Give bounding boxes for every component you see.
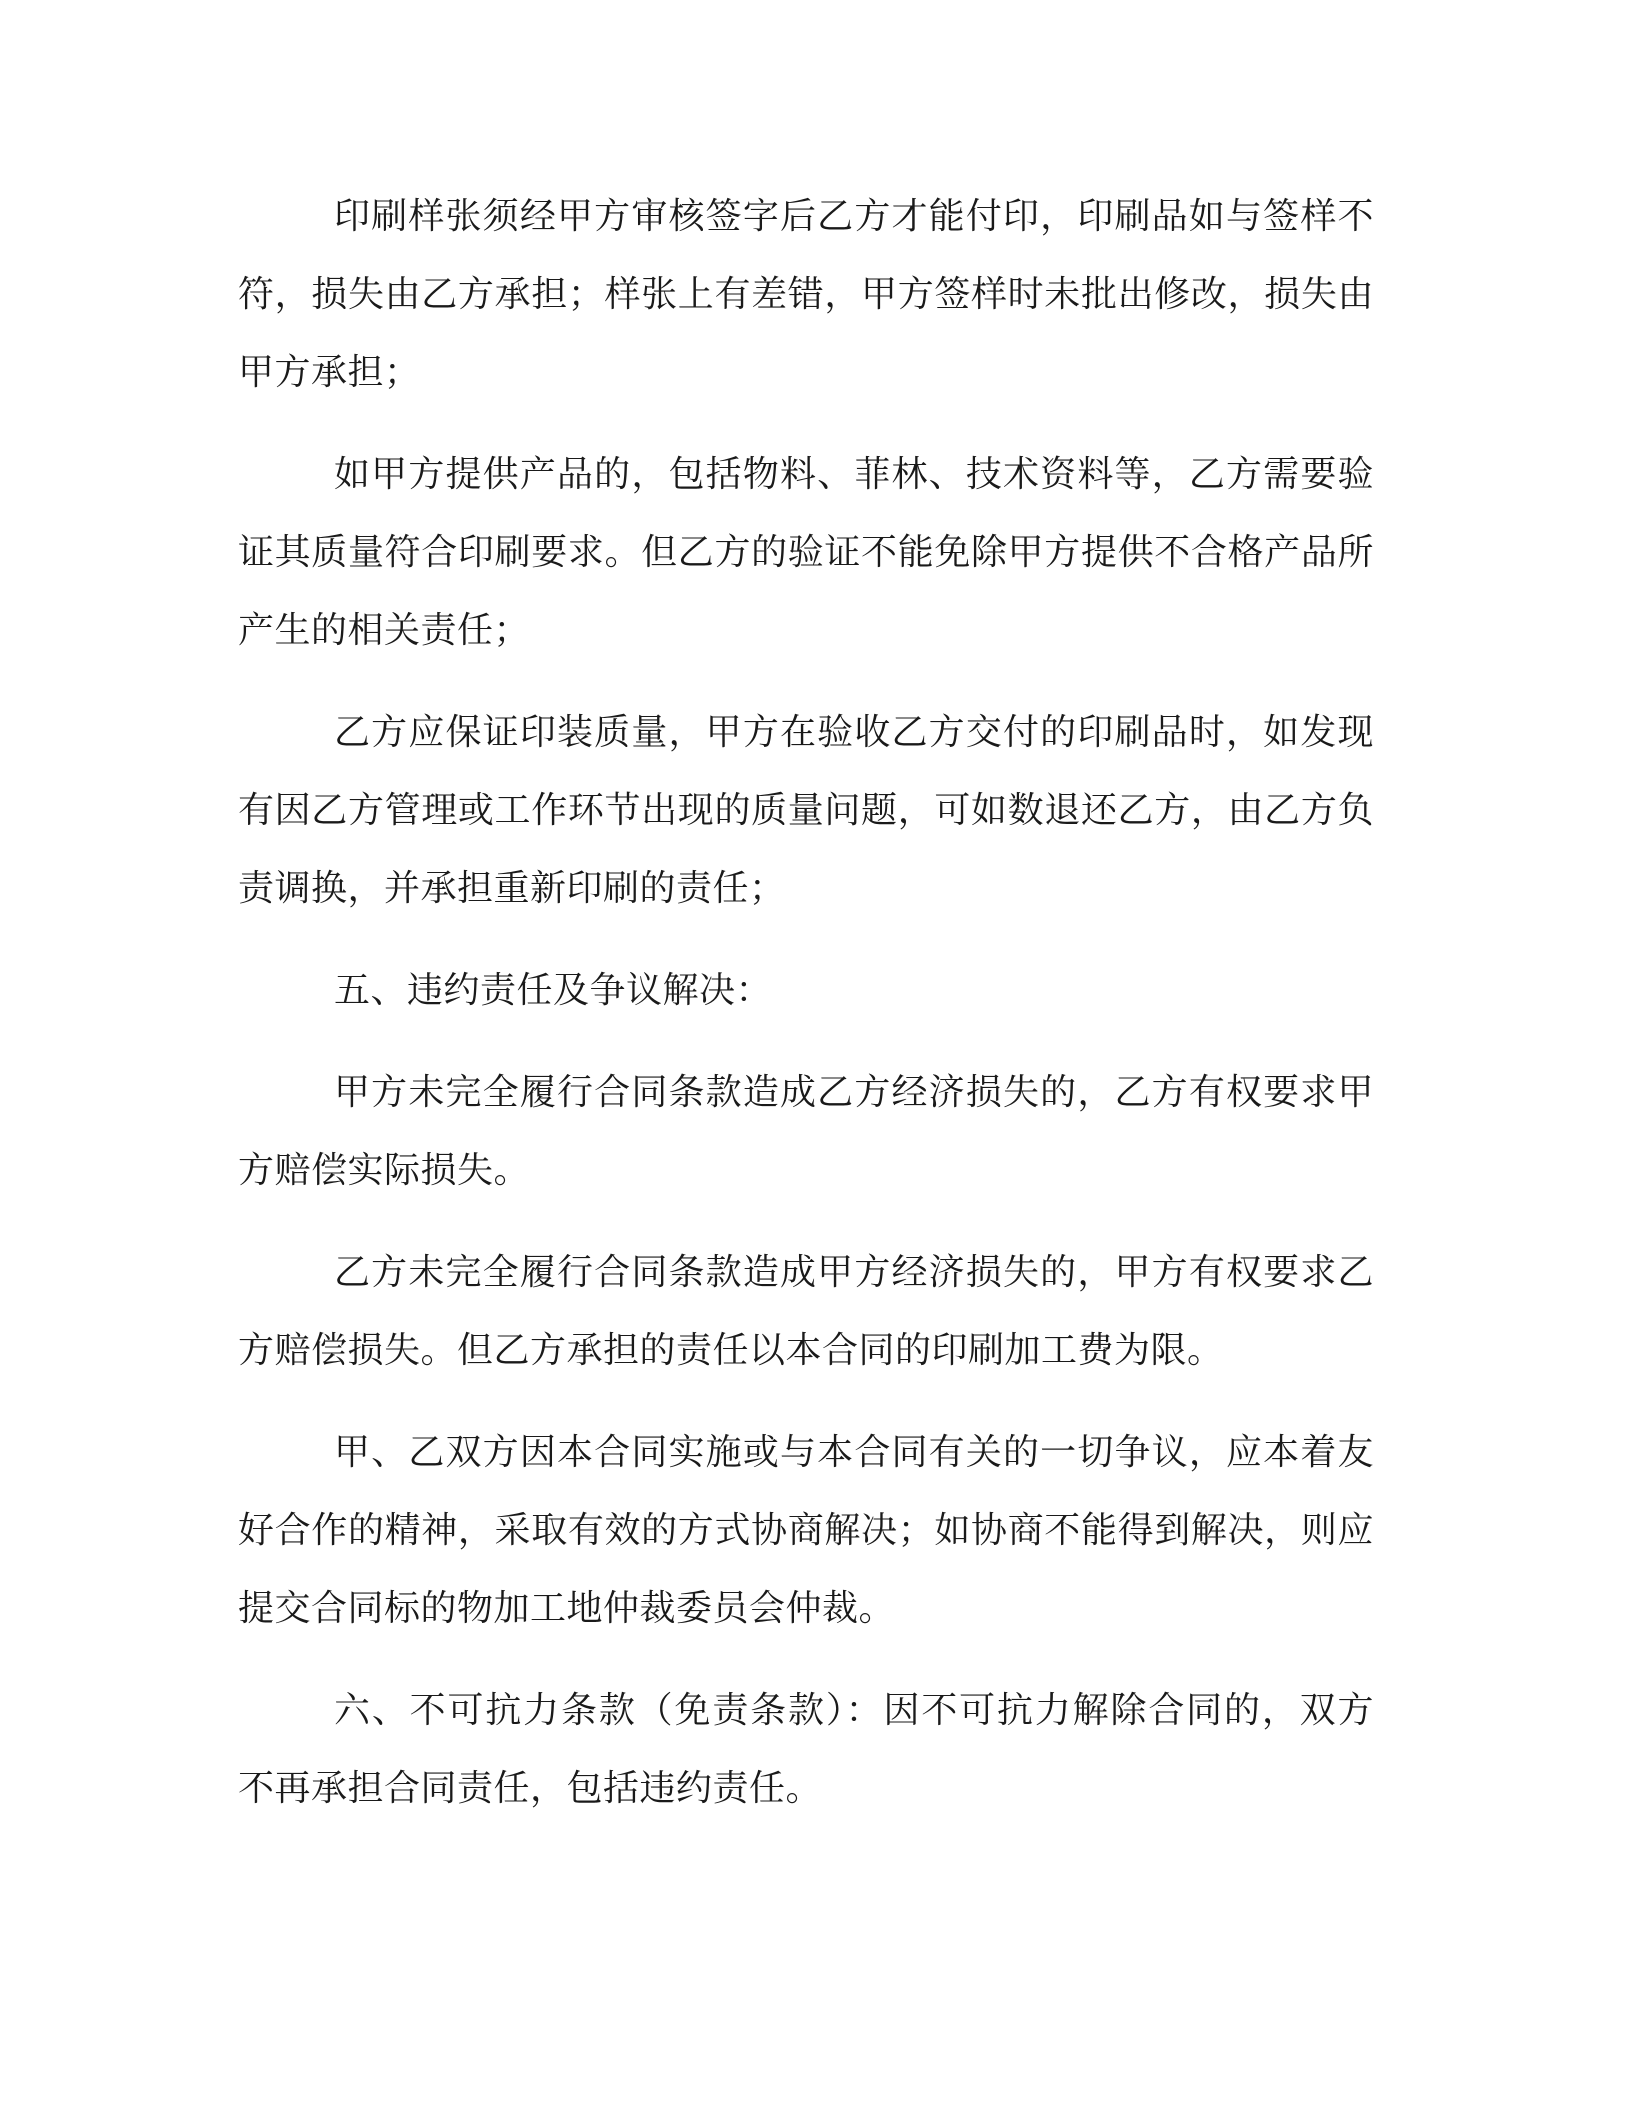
paragraph-party-a-breach: 甲方未完全履行合同条款造成乙方经济损失的，乙方有权要求甲方赔偿实际损失。 [238, 1072, 1374, 1191]
paragraph-force-majeure: 六、不可抗力条款（免责条款）：因不可抗力解除合同的，双方不再承担合同责任，包括违约责任。 [238, 1690, 1374, 1809]
paragraph-dispute-resolution: 甲、乙双方因本合同实施或与本合同有关的一切争议，应本着友好合作的精神，采取有效的方式协商解决；如协商不能得到解决，则应提交合同标的物加工地仲裁委员会仲裁。 [238, 1432, 1374, 1629]
paragraph-materials-verification: 如甲方提供产品的，包括物料、菲林、技术资料等，乙方需要验证其质量符合印刷要求。但乙方的验证不能免除甲方提供不合格产品所产生的相关责任； [238, 454, 1374, 651]
document-body [238, 178, 1374, 1852]
paragraph-sample-approval: 印刷样张须经甲方审核签字后乙方才能付印，印刷品如与签样不符，损失由乙方承担；样张上有差错，甲方签样时未批出修改，损失由甲方承担； [238, 196, 1374, 393]
section-heading-breach: 五、违约责任及争议解决： [334, 970, 773, 1011]
paragraph-print-quality: 乙方应保证印装质量，甲方在验收乙方交付的印刷品时，如发现有因乙方管理或工作环节出现的质量问题，可如数退还乙方，由乙方负责调换，并承担重新印刷的责任； [238, 712, 1374, 909]
paragraph-party-b-breach: 乙方未完全履行合同条款造成甲方经济损失的，甲方有权要求乙方赔偿损失。但乙方承担的责任以本合同的印刷加工费为限。 [238, 1252, 1374, 1371]
